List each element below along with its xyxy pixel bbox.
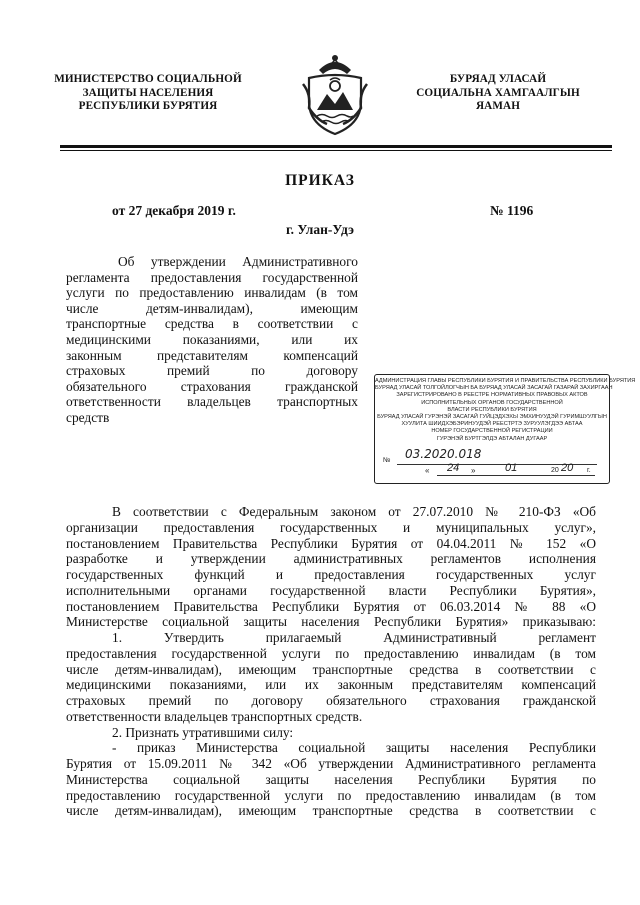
subject-line: числе детям-инвалидам), имеющим xyxy=(66,300,358,316)
stamp-year: 20 xyxy=(561,462,574,474)
order-body xyxy=(66,504,596,819)
body-line: разработке и утверждении административных регламентов исполнения xyxy=(66,551,596,567)
body-line: страховых премий по договору обязательного страхования гражданской xyxy=(66,693,596,708)
coat-of-arms-emblem xyxy=(297,50,373,138)
subject-line: регламента предоставления государственной xyxy=(66,269,358,285)
body-line: В соответствии с Федеральным законом от 27.07.2010 № 210-ФЗ «Об xyxy=(112,504,596,519)
body-line: предоставлению государственной услуги по предоставлению инвалидам (в том xyxy=(66,787,596,803)
stamp-reg-label: № xyxy=(383,457,391,464)
stamp-date-underline xyxy=(437,475,595,476)
stamp-line: НОМЕР ГОСУДАРСТВЕННОЙ РЕГИСТРАЦИИ xyxy=(431,428,553,435)
stamp-year-prefix: 20 xyxy=(551,467,559,474)
header-left-line: МИНИСТЕРСТВО СОЦИАЛЬНОЙ xyxy=(54,73,242,85)
body-line: медицинскими показаниями, или их законным представителям компенсаций xyxy=(66,677,596,693)
stamp-reg-number: 03.2020.018 xyxy=(405,447,482,461)
body-line: ответственности владельцев транспортных средств. xyxy=(66,708,363,724)
stamp-line: ХУУЛИТА ШИИДХЭБЭРИНУУДЭЙ РЕЕСТРТЭ ЗУРУУЛЭГДЭЭ АБТАА xyxy=(401,421,583,428)
stamp-line: БУРЯАД УЛАСАЙ ТОЛГОЙЛОГЧЫН БА БУРЯАД УЛАСАЙ ЗАСАГАЙ ГАЗАРАЙ ЗАХИРГААН xyxy=(375,385,613,392)
stamp-quote: » xyxy=(471,466,476,475)
stamp-month: 01 xyxy=(505,462,518,474)
subject-line: обязательного страхования гражданской xyxy=(66,378,358,394)
body-line: Министерства социальной защиты населения Республики Бурятия по xyxy=(66,771,596,787)
header-left-line: РЕСПУБЛИКИ БУРЯТИЯ xyxy=(78,100,218,112)
subject-line: медицинскими показаниями, или их xyxy=(66,331,358,347)
order-number: № 1196 xyxy=(490,203,534,218)
stamp-quote: « xyxy=(425,466,430,475)
body-line: государственных функций и предоставления государственных услуг xyxy=(66,567,596,582)
subject-line: Об утверждении Административного xyxy=(118,254,358,269)
body-line: числе детям-инвалидам), имеющим транспортные средства в соответствии с xyxy=(66,803,596,819)
order-subject xyxy=(66,254,358,426)
body-line: 2. Признать утратившими силу: xyxy=(112,724,294,740)
body-line: постановлением Правительства Республики Бурятия от 04.04.2011 № 152 «О xyxy=(66,535,596,551)
stamp-line: ГУРЭНЭЙ БУРТГЭЛДЭ АБТАЛАН ДУГААР xyxy=(436,435,548,442)
subject-line: ответственности владельцев транспортных xyxy=(66,394,358,410)
header-right-line: ЯАМАН xyxy=(476,100,520,112)
body-line: предоставления государственной услуги по предоставлению инвалидам (в том xyxy=(66,645,596,661)
stamp-year-suffix: г. xyxy=(587,467,591,474)
body-line: Министерстве социальной защиты населения Республики Бурятия» приказываю: xyxy=(66,614,596,630)
header-right-line: БУРЯАД УЛАСАЙ xyxy=(449,73,547,85)
body-line: - приказ Министерства социальной защиты населения Республики xyxy=(112,740,596,756)
header-right-line: СОЦИАЛЬНА ХАМГААЛГЫН xyxy=(416,86,580,99)
body-line: организации предоставления государственных и муниципальных услуг», xyxy=(66,519,596,535)
document-title: ПРИКАЗ xyxy=(285,172,355,189)
order-city: г. Улан-Удэ xyxy=(286,222,354,237)
stamp-line: ЗАРЕГИСТРИРОВАНО В РЕЕСТРЕ НОРМАТИВНЫХ ПРАВОВЫХ АКТОВ xyxy=(396,392,588,399)
stamp-day: 24 xyxy=(447,462,460,474)
body-line: Бурятия от 15.09.2011 № 342 «Об утверждении Административного регламента xyxy=(66,756,596,771)
header-left-line: ЗАЩИТЫ НАСЕЛЕНИЯ xyxy=(82,86,214,99)
registration-stamp xyxy=(374,374,636,484)
subject-line: средств xyxy=(66,409,110,425)
stamp-line: АДМИНИСТРАЦИЯ ГЛАВЫ РЕСПУБЛИКИ БУРЯТИЯ И ПРАВИТЕЛЬСТВА РЕСПУБЛИКИ БУРЯТИЯ xyxy=(375,378,636,384)
body-line: постановлением Правительства Республики Бурятия от 06.03.2014 № 88 «О xyxy=(66,598,596,614)
header-divider-thick xyxy=(60,145,612,148)
body-line: 1. Утвердить прилагаемый Административный регламент xyxy=(112,630,596,645)
stamp-line: ВЛАСТИ РЕСПУБЛИКИ БУРЯТИЯ xyxy=(447,406,537,413)
header-divider-thin xyxy=(60,150,612,151)
ministry-name-buryat xyxy=(398,73,598,114)
stamp-line: БУРЯАД УЛАСАЙ ГУРЭНЭЙ ЗАСАГАЙ ГУЙЦЭДХЭХЫ ЭМХИНУУДЭЙ ГУРИМШУУЛГЫН xyxy=(377,414,607,420)
body-line: числе детям-инвалидам), имеющим транспортные средства в соответствии с xyxy=(66,661,596,677)
ministry-name-russian xyxy=(48,73,248,114)
subject-line: услуги по предоставлению инвалидам (в том xyxy=(66,285,358,301)
order-date: от 27 декабря 2019 г. xyxy=(112,203,236,218)
stamp-line: ИСПОЛНИТЕЛЬНЫХ ОРГАНОВ ГОСУДАРСТВЕННОЙ xyxy=(421,399,563,406)
subject-line: страховых премий по договору xyxy=(66,363,358,379)
body-line: исполнительными органами государственной власти Республики Бурятия», xyxy=(66,582,596,598)
subject-line: транспортные средства в соответствии с xyxy=(66,316,358,332)
subject-line: законным представителям компенсаций xyxy=(66,347,358,363)
